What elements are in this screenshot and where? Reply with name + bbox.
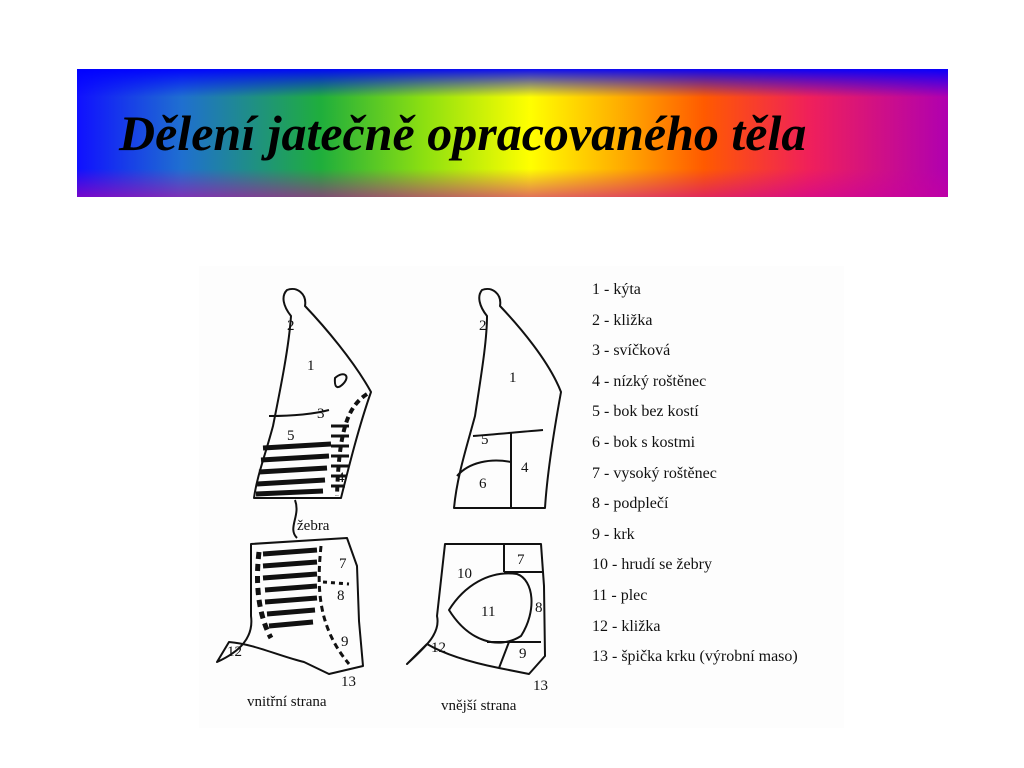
outer-region-number-9: 9 <box>519 646 527 662</box>
outer-region-number-10: 10 <box>457 566 472 582</box>
legend-item: 1 - kýta <box>592 281 641 298</box>
outer-region-number-8: 8 <box>535 600 543 616</box>
outer-region-number-7: 7 <box>517 552 525 568</box>
outer-region-number-2: 2 <box>479 318 487 334</box>
inner-forequarter-dashed-7-8 <box>323 582 349 584</box>
outer-region-number-11: 11 <box>481 604 496 620</box>
ribs-label: žebra <box>297 518 330 534</box>
legend-item: 4 - nízký roštěnec <box>592 372 707 390</box>
title-banner <box>77 69 948 197</box>
legend-item: 12 - kližka <box>592 617 661 635</box>
region-number-3: 3 <box>317 406 325 422</box>
outer-hindquarter-outline <box>454 289 561 508</box>
inner-side-caption: vnitřní strana <box>247 694 327 710</box>
legend-item: 7 - vysoký roštěnec <box>592 464 717 482</box>
inner-region-number-8: 8 <box>337 588 345 604</box>
legend <box>592 280 798 678</box>
legend-item: 5 - bok bez kostí <box>592 403 699 421</box>
inner-ribs-lower <box>256 444 331 494</box>
legend-item: 13 - špička krku (výrobní maso) <box>592 648 798 666</box>
legend-item: 8 - podplečí <box>592 495 669 513</box>
outer-line-6 <box>457 461 511 476</box>
region-number-5: 5 <box>287 428 295 444</box>
outer-side-caption: vnější strana <box>441 698 517 714</box>
outer-line-9b <box>499 642 509 668</box>
outer-region-number-4: 4 <box>521 460 529 476</box>
region-number-2: 2 <box>287 318 295 334</box>
outer-region-number-6: 6 <box>479 476 487 492</box>
inner-region-number-9: 9 <box>341 634 349 650</box>
carcass-diagram <box>199 266 844 728</box>
inner-kidney-notch <box>335 374 347 387</box>
inner-region-number-7: 7 <box>339 556 347 572</box>
legend-item: 9 - krk <box>592 525 635 543</box>
legend-item: 11 - plec <box>592 586 648 604</box>
legend-item: 3 - svíčková <box>592 342 671 360</box>
legend-item: 2 - kližka <box>592 311 653 329</box>
outer-region-number-5: 5 <box>481 432 489 448</box>
inner-region-number-12: 12 <box>227 644 242 660</box>
region-number-4: 4 <box>337 470 345 486</box>
inner-region-number-13: 13 <box>341 674 356 690</box>
region-number-1: 1 <box>307 358 315 374</box>
legend-item: 6 - bok s kostmi <box>592 433 696 451</box>
outer-region-number-1: 1 <box>509 370 517 386</box>
legend-item: 10 - hrudí se žebry <box>592 556 712 574</box>
outer-region-number-12: 12 <box>431 640 446 656</box>
inner-forequarter-ribs <box>263 550 317 626</box>
outer-region-number-13: 13 <box>533 678 548 694</box>
page-title: Dělení jatečně opracovaného těla <box>119 105 807 161</box>
